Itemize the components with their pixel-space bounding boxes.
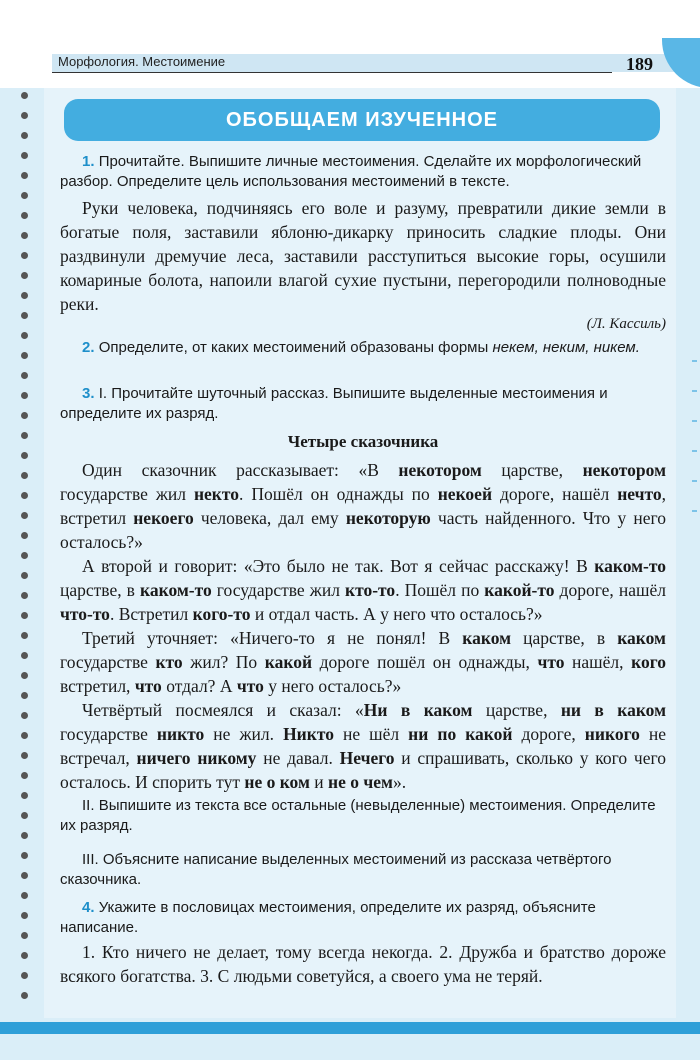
task-3-part1-label: I. (98, 385, 108, 402)
highlighted-pronoun: что-то (60, 604, 110, 624)
highlighted-pronoun: некоего (133, 508, 194, 528)
binding-dot (21, 772, 28, 779)
task-1-number: 1. (82, 153, 95, 170)
story-text-run: не шёл (333, 724, 409, 744)
highlighted-pronoun: ничего никому (136, 748, 257, 768)
highlighted-pronoun: Нечего (339, 748, 395, 768)
story-text-run: Один сказочник рассказывает: «В (82, 460, 399, 480)
binding-dot (21, 392, 28, 399)
story-text-run: встретил, (60, 676, 135, 696)
task-1-text-block (60, 196, 666, 333)
binding-dot (21, 952, 28, 959)
highlighted-pronoun: что (537, 652, 565, 672)
highlighted-pronoun: некоей (437, 484, 493, 504)
binding-dots (21, 92, 31, 1012)
highlighted-pronoun: кто (155, 652, 183, 672)
binding-dot (21, 672, 28, 679)
binding-dot (21, 432, 28, 439)
highlighted-pronoun: каком-то (594, 556, 666, 576)
binding-dot (21, 272, 28, 279)
binding-dot (21, 512, 28, 519)
story-text-run: Четвёртый посмеялся и сказал: « (82, 700, 364, 720)
binding-dot (21, 132, 28, 139)
binding-dot (21, 592, 28, 599)
highlighted-pronoun: нечто (617, 484, 662, 504)
highlighted-pronoun: ни по какой (408, 724, 513, 744)
task-1 (60, 152, 666, 192)
story-paragraph (60, 698, 666, 794)
highlighted-pronoun: некотором (582, 460, 666, 480)
binding-dot (21, 192, 28, 199)
highlighted-pronoun: никого (584, 724, 640, 744)
binding-dot (21, 992, 28, 999)
highlighted-pronoun: Ни в каком (363, 700, 473, 720)
highlighted-pronoun: Никто (283, 724, 334, 744)
binding-dot (21, 792, 28, 799)
story-title: Четыре сказочника (287, 432, 439, 451)
story-text-run: не встречал, (60, 724, 666, 768)
task-3-part3-label: III. (82, 851, 99, 868)
story-text-run: часть найденного. Что у него осталось?» (60, 508, 666, 552)
highlighted-pronoun: некто (193, 484, 240, 504)
highlighted-pronoun: что (134, 676, 162, 696)
header-rule (52, 72, 612, 73)
task-1-instruction: 1. Прочитайте. Выпишите личные местоимения. Сделайте их морфологический разбор. Определите цель использования местоимений в тексте. (60, 153, 642, 190)
binding-dot (21, 292, 28, 299)
binding-dot (21, 732, 28, 739)
binding-dot (21, 472, 28, 479)
story-text-run: . Пошёл по (395, 580, 485, 600)
binding-dot (21, 712, 28, 719)
story-text-run: и спрашивать, сколько у кого чего осталось. И спорить тут (60, 748, 666, 792)
binding-dot (21, 372, 28, 379)
highlighted-pronoun: каком (617, 628, 666, 648)
binding-dot (21, 932, 28, 939)
highlighted-pronoun: какой-то (484, 580, 555, 600)
story-text-run: царстве, (481, 460, 583, 480)
task-1-author: (Л. Кассиль) (586, 316, 666, 332)
story-text-run: дороге, (512, 724, 585, 744)
task-2-instruction: 2. Определите, от каких местоимений образованы формы некем, неким, никем. (82, 339, 640, 356)
task-4-text-block (60, 940, 666, 988)
story-text-run: государстве жил (60, 484, 194, 504)
story-text-run: государстве (60, 724, 157, 744)
story-text-run: жил? По (182, 652, 265, 672)
binding-dot (21, 532, 28, 539)
task-3-part3-instruction: III. Объясните написание выделенных местоимений из рассказа четвёртого сказочника. (60, 851, 612, 888)
binding-dot (21, 872, 28, 879)
story-title-row (60, 432, 666, 452)
story-text-run: дороге, нашёл (492, 484, 618, 504)
highlighted-pronoun: ни в каком (560, 700, 667, 720)
running-title: Морфология. Местоимение (58, 54, 226, 69)
binding-dot (21, 912, 28, 919)
bottom-rule (0, 1022, 700, 1034)
binding-dot (21, 312, 28, 319)
task-3-part2-instruction: II. Выпишите из текста все остальные (невыделенные) местоимения. Определите их разряд. (60, 797, 656, 834)
binding-dot (21, 232, 28, 239)
binding-dot (21, 352, 28, 359)
task-4-text: 1. Кто ничего не делает, тому всегда некогда. 2. Дружба и братство дороже всякого богатства. 3. С людьми советуйся, а своего ума не теряй. (60, 942, 666, 986)
story-text-run: и отдал часть. А у него что осталось?» (250, 604, 543, 624)
page-number: 189 (626, 54, 653, 74)
story-text-run: Третий уточняет: «Ничего-то я не понял! В (82, 628, 463, 648)
story-text-run: . Встретил (109, 604, 193, 624)
binding-dot (21, 452, 28, 459)
story-paragraph (60, 554, 666, 626)
task-3 (60, 384, 666, 424)
story-text-run: дороге, нашёл (554, 580, 666, 600)
binding-dot (21, 412, 28, 419)
binding-dot (21, 612, 28, 619)
binding-dot (21, 972, 28, 979)
highlighted-pronoun: кто-то (345, 580, 396, 600)
story-text-run: царстве, в (511, 628, 618, 648)
task-3-part3 (60, 850, 666, 890)
corner-tab (662, 38, 700, 88)
task-4-number: 4. (82, 899, 95, 916)
edge-marks (686, 360, 700, 560)
binding-dot (21, 552, 28, 559)
story-text-run: не жил. (204, 724, 284, 744)
story-paragraph (60, 626, 666, 698)
binding-dot (21, 172, 28, 179)
binding-dot (21, 852, 28, 859)
task-4 (60, 898, 666, 938)
binding-dot (21, 112, 28, 119)
binding-dot (21, 252, 28, 259)
binding-dot (21, 692, 28, 699)
story-text-run: и (309, 772, 329, 792)
task-2-forms: некем, неким, никем. (492, 339, 640, 356)
highlighted-pronoun: не о ком (244, 772, 310, 792)
highlighted-pronoun: какой (264, 652, 313, 672)
story-text-run: государстве (60, 652, 156, 672)
task-3-part2 (60, 796, 666, 836)
highlighted-pronoun: некотором (398, 460, 482, 480)
binding-dot (21, 152, 28, 159)
story-text-run: царстве, в (60, 580, 141, 600)
binding-dot (21, 652, 28, 659)
task-3-number: 3. (82, 385, 95, 402)
task-2-number: 2. (82, 339, 95, 356)
story-text-run: ». (392, 772, 407, 792)
story-text-run: , встретил (60, 484, 666, 528)
story-text-run: А второй и говорит: «Это было не так. Вот я сейчас расскажу! В (82, 556, 595, 576)
section-title: ОБОБЩАЕМ ИЗУЧЕННОЕ (64, 99, 660, 141)
binding-dot (21, 832, 28, 839)
highlighted-pronoun: некоторую (345, 508, 431, 528)
task-4-instruction: 4. Укажите в пословицах местоимения, определите их разряд, объясните написание. (60, 899, 596, 936)
highlighted-pronoun: что (236, 676, 264, 696)
story-text (60, 458, 666, 794)
binding-dot (21, 332, 28, 339)
story-text-run: нашёл, (564, 652, 632, 672)
task-2 (60, 338, 666, 358)
binding-dot (21, 572, 28, 579)
highlighted-pronoun: каком-то (140, 580, 212, 600)
story-text-run: царстве, (472, 700, 561, 720)
highlighted-pronoun: кого-то (192, 604, 251, 624)
story-text-run: не давал. (256, 748, 340, 768)
binding-dot (21, 812, 28, 819)
story-text-run: государстве жил (211, 580, 346, 600)
binding-dot (21, 492, 28, 499)
binding-dot (21, 632, 28, 639)
task-1-text: Руки человека, подчиняясь его воле и разуму, превратили дикие земли в богатые поля, заставили яблоню-дикарку приносить сладкие плоды. Они раздвинули дремучие леса, заставили расступиться высокие горы, осушили комариные болота, напоили влагой сухие пустыни, перегородили полноводные реки. (60, 198, 666, 314)
story-text-run: . Пошёл он однажды по (239, 484, 438, 504)
story-text-run: дороге пошёл он однажды, (312, 652, 538, 672)
story-text-run: у него осталось?» (263, 676, 402, 696)
binding-dot (21, 212, 28, 219)
task-3-part1-instruction: 3. I. Прочитайте шуточный рассказ. Выпишите выделенные местоимения и определите их разряд. (60, 385, 608, 422)
task-3-part2-label: II. (82, 797, 95, 814)
highlighted-pronoun: не о чем (328, 772, 393, 792)
binding-dot (21, 752, 28, 759)
binding-dot (21, 892, 28, 899)
highlighted-pronoun: никто (156, 724, 205, 744)
highlighted-pronoun: кого (631, 652, 666, 672)
highlighted-pronoun: каком (462, 628, 512, 648)
story-text-run: человека, дал ему (193, 508, 346, 528)
binding-dot (21, 92, 28, 99)
page-header (0, 0, 700, 78)
story-paragraph (60, 458, 666, 554)
story-text-run: отдал? А (161, 676, 237, 696)
